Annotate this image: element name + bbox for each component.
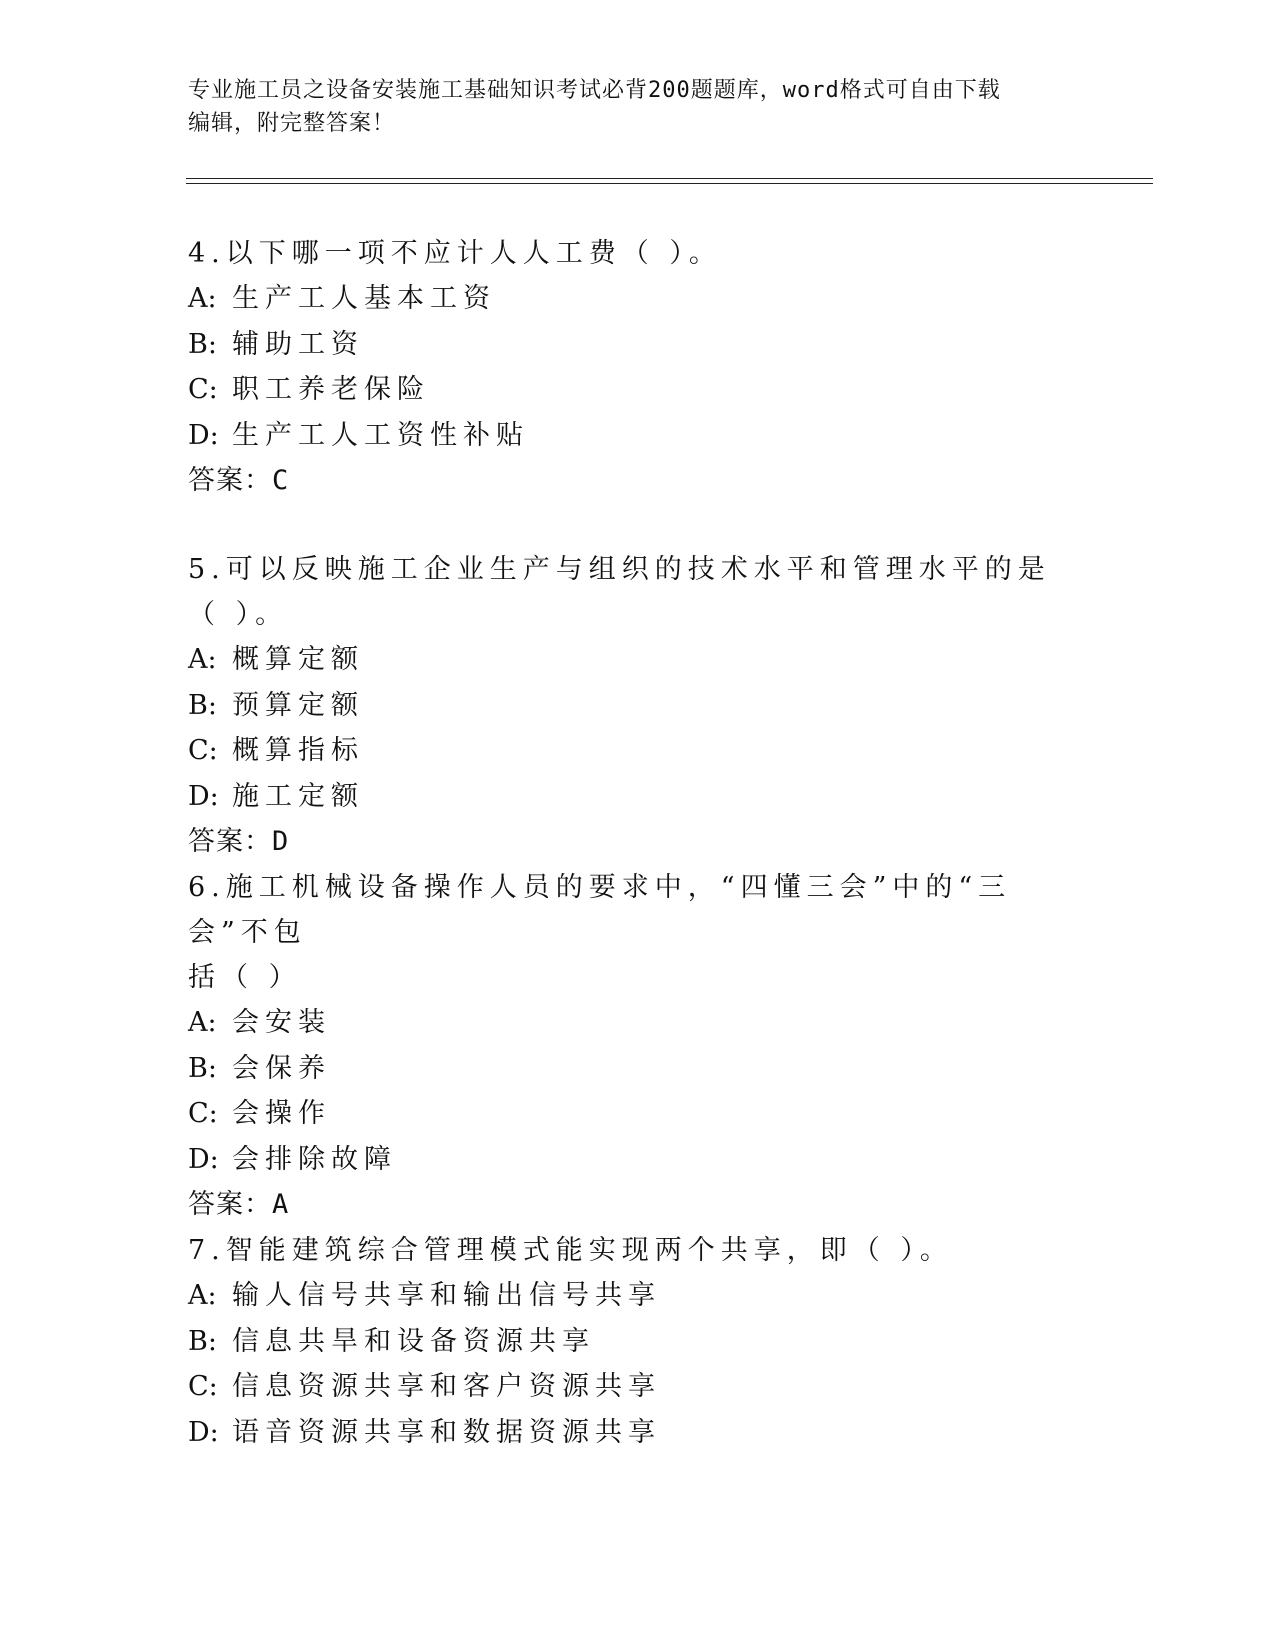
question-4 [188,231,1068,504]
answer-label: 答案： [188,1189,272,1220]
option-letter: D: [188,1143,219,1175]
option-letter: B: [188,1325,217,1357]
option-c [188,1091,1068,1137]
option-text: 会安装 [232,1007,331,1038]
answer-value: C [272,465,290,496]
option-letter: A: [188,1280,217,1311]
question-text: 7.智能建筑综合管理模式能实现两个共享，即（ ）。 [188,1235,953,1266]
answer-value: A [272,1189,290,1220]
option-d [188,413,1068,459]
option-c [188,728,1068,774]
option-text: 会操作 [232,1098,331,1129]
option-text: 生产工人基本工资 [232,283,496,314]
document-header [188,74,1068,140]
option-letter: B: [188,328,217,360]
option-a [188,276,1068,322]
option-b [188,1319,1068,1365]
question-text-line-2: 括（ ） [188,962,302,993]
question-text: 5.可以反映施工企业生产与组织的技术水平和管理水平的是（ ）。 [188,554,1051,630]
question-5 [188,547,1068,865]
option-text: 预算定额 [232,689,364,721]
option-letter: A: [188,644,217,675]
option-letter: A: [188,283,217,314]
question-text-line-1: 6.施工机械设备操作人员的要求中，“四懂三会”中的“三会”不包 [188,872,1012,948]
option-text: 信息资源共享和客户资源共享 [232,1371,661,1402]
option-text: 职工养老保险 [232,374,430,405]
option-d [188,774,1068,820]
option-c [188,1364,1068,1410]
option-text: 概算指标 [232,735,364,766]
answer [188,458,1068,504]
answer-value: D [272,826,290,857]
header-line-2: 编辑，附完整答案！ [188,111,396,136]
option-text: 施工定额 [232,780,364,812]
option-b [188,322,1068,368]
question-7 [188,1228,1068,1455]
option-letter: D: [188,419,219,451]
option-text: 生产工人工资性补贴 [232,419,529,451]
option-letter: C: [188,374,218,405]
answer-label: 答案： [188,465,272,496]
question-6 [188,865,1068,1228]
option-text: 信息共旱和设备资源共享 [232,1325,595,1357]
option-letter: D: [188,780,219,812]
option-text: 输人信号共享和输出信号共享 [232,1280,661,1311]
option-letter: D: [188,1416,219,1448]
option-letter: B: [188,689,217,721]
answer [188,819,1068,865]
option-text: 辅助工资 [232,328,364,360]
answer-label: 答案： [188,826,272,857]
option-b [188,683,1068,729]
header-line-1: 专业施工员之设备安装施工基础知识考试必背200题题库，word格式可自由下载 [188,78,1001,103]
option-d [188,1410,1068,1456]
option-letter: C: [188,1371,218,1402]
question-text: 4.以下哪一项不应计人人工费（ ）。 [188,238,722,269]
header-divider-bottom [186,183,1153,184]
option-text: 语音资源共享和数据资源共享 [232,1416,661,1448]
option-letter: A: [188,1007,217,1038]
option-a [188,1273,1068,1319]
option-a [188,637,1068,683]
option-d [188,1137,1068,1183]
answer [188,1182,1068,1228]
option-letter: B: [188,1052,217,1084]
option-letter: C: [188,1098,218,1129]
option-text: 会保养 [232,1052,331,1084]
option-b [188,1046,1068,1092]
option-letter: C: [188,735,218,766]
option-text: 概算定额 [232,644,364,675]
option-text: 会排除故障 [232,1143,397,1175]
header-divider-top [186,178,1153,179]
option-a [188,1000,1068,1046]
option-c [188,367,1068,413]
